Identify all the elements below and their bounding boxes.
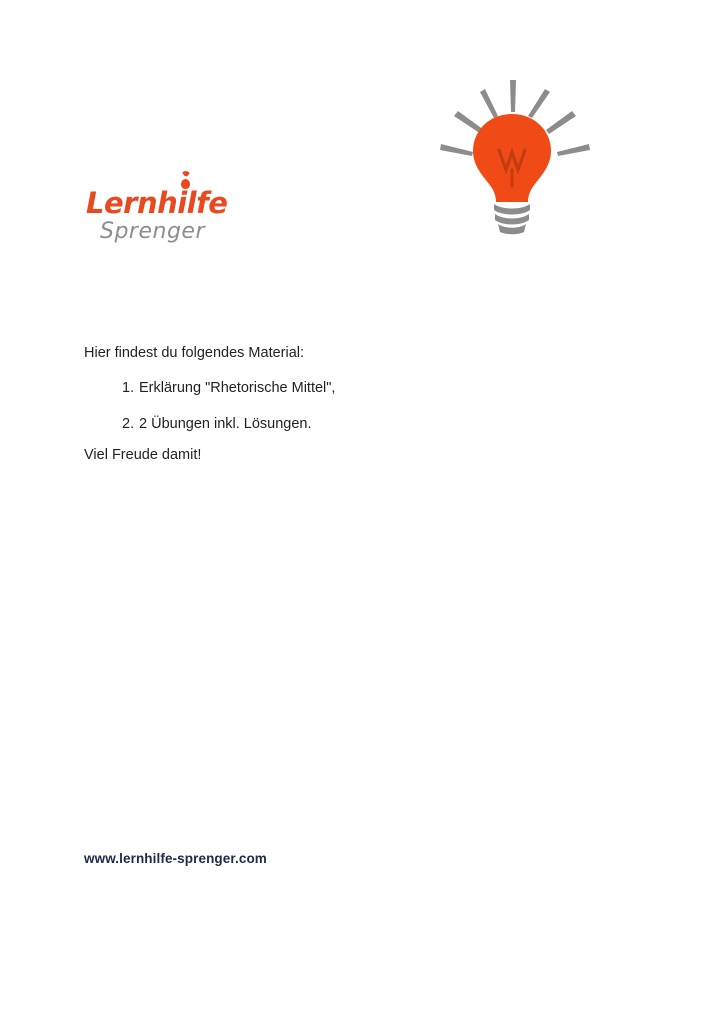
material-list — [122, 379, 335, 451]
footer-website-url[interactable]: www.lernhilfe-sprenger.com — [84, 851, 267, 866]
intro-text: Hier findest du folgendes Material: — [84, 345, 305, 361]
list-item-number: 2. — [122, 415, 135, 432]
list-item — [122, 379, 335, 398]
lightbulb-icon — [432, 78, 592, 238]
closing-text: Viel Freude damit! — [84, 447, 202, 463]
brand-name-secondary: Sprenger — [100, 219, 205, 244]
brand-wordmark-logo — [86, 170, 230, 252]
list-item-number: 1. — [122, 380, 135, 396]
list-item — [122, 415, 335, 434]
list-item-label: Erklärung "Rhetorische Mittel", — [139, 380, 336, 396]
list-item-label: 2 Übungen inkl. Lösungen. — [139, 415, 312, 432]
brand-name-primary: Lernhilfe — [86, 186, 228, 220]
